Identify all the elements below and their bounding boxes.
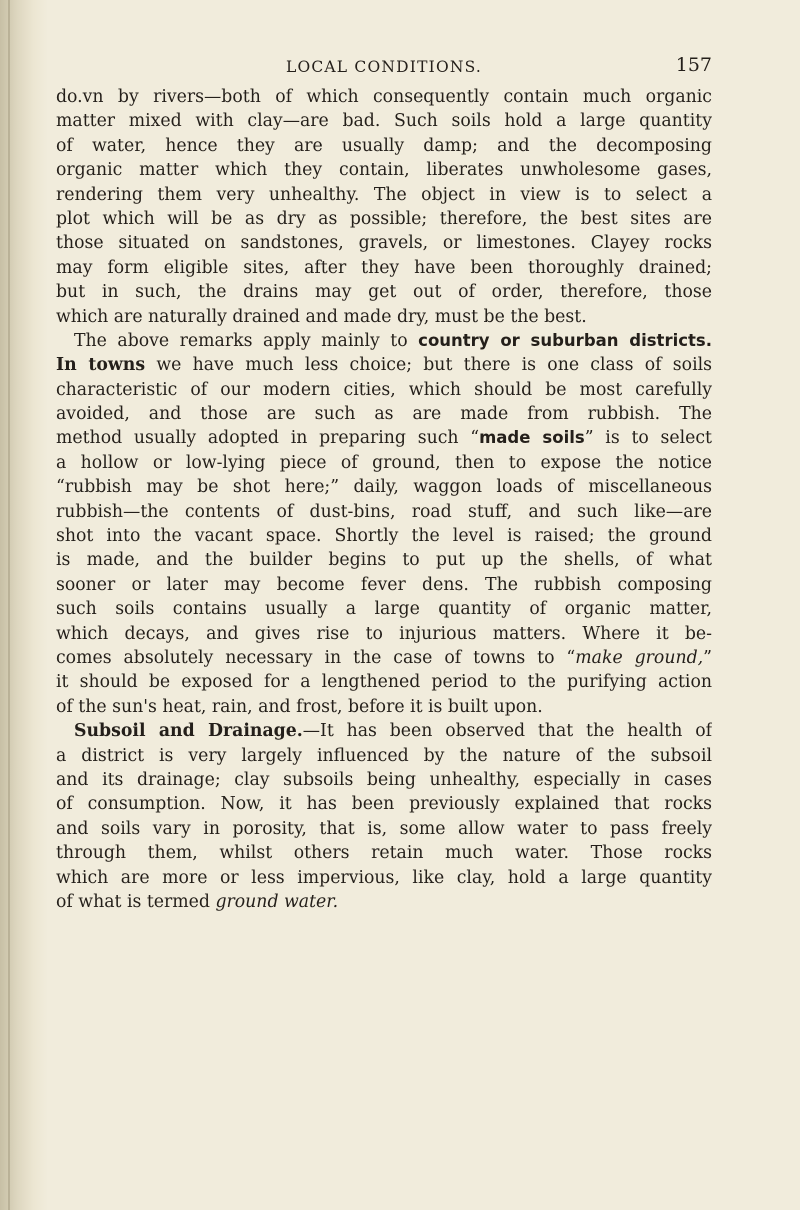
body-text xyxy=(56,85,712,914)
text-line: and its drainage; clay subsoils being unhealthy, especially in cases xyxy=(56,769,712,790)
text-line: Subsoil and Drainage.—It has been observed that the health of xyxy=(74,721,712,742)
text-line: In towns we have much less choice; but there is one class of soils xyxy=(56,355,712,376)
text-line: shot into the vacant space. Shortly the level is raised; the ground xyxy=(56,526,712,547)
running-head: LOCAL CONDITIONS. xyxy=(285,58,483,76)
section-heading-subsoil-drainage: Subsoil and Drainage. xyxy=(74,721,303,742)
text-line: is made, and the builder begins to put up the shells, of what xyxy=(56,550,712,571)
text-line: such soils contains usually a large quantity of organic matter, xyxy=(56,599,712,620)
text-line: a hollow or low-lying piece of ground, then to expose the notice xyxy=(56,452,712,473)
text-line: sooner or later may become fever dens. The rubbish composing xyxy=(56,574,712,595)
text-line: rendering them very unhealthy. The object in view is to select a xyxy=(56,184,712,205)
binding-line xyxy=(8,0,10,1210)
text-line: which decays, and gives rise to injurious matters. Where it be- xyxy=(56,623,712,644)
text-line: characteristic of our modern cities, which should be most carefully xyxy=(56,379,712,400)
page-number: 157 xyxy=(675,54,712,76)
text-line: plot which will be as dry as possible; therefore, the best sites are xyxy=(56,208,712,229)
text-line: of what is termed ground water. xyxy=(56,891,339,912)
text-line: avoided, and those are such as are made from rubbish. The xyxy=(56,404,712,425)
text-line: of consumption. Now, it has been previously explained that rocks xyxy=(56,794,712,815)
text-line: do.vn by rivers—both of which consequently contain much organic xyxy=(56,87,712,107)
text-line: method usually adopted in preparing such “made soils” is to select xyxy=(56,428,712,449)
emphasis-make-ground: make ground, xyxy=(575,647,704,668)
text-line: of water, hence they are usually damp; and the decomposing xyxy=(56,135,712,156)
text-line: it should be exposed for a lengthened period to the purifying action xyxy=(56,672,712,693)
text-line: of the sun's heat, rain, and frost, before it is built upon. xyxy=(56,696,543,717)
text-line: and soils vary in porosity, that is, some allow water to pass freely xyxy=(56,818,712,839)
text-line: which are more or less impervious, like clay, hold a large quantity xyxy=(56,867,712,888)
text-line: rubbish—the contents of dust-bins, road stuff, and such like—are xyxy=(56,501,712,522)
page-header xyxy=(56,54,712,80)
emphasis-made-soils: made soils xyxy=(479,428,585,448)
text-line: may form eligible sites, after they have been thoroughly drained; xyxy=(56,257,712,278)
emphasis-country-suburban: country or suburban districts. xyxy=(418,330,712,350)
text-line: organic matter which they contain, liberates unwholesome gases, xyxy=(56,160,712,181)
text-line: which are naturally drained and made dry, must be the best. xyxy=(56,306,587,327)
text-line: those situated on sandstones, gravels, or limestones. Clayey rocks xyxy=(56,233,712,254)
emphasis-ground-water: ground water. xyxy=(215,891,339,912)
text-line: comes absolutely necessary in the case of towns to “make ground,” xyxy=(56,647,712,668)
text-line: matter mixed with clay—are bad. Such soils hold a large quantity xyxy=(56,111,712,132)
emphasis-in-towns: In towns xyxy=(56,355,146,376)
text-line: but in such, the drains may get out of order, therefore, those xyxy=(56,282,712,303)
text-line: The above remarks apply mainly to country or suburban districts. xyxy=(74,330,712,351)
text-line: “rubbish may be shot here;” daily, waggon loads of miscellaneous xyxy=(56,477,712,498)
text-line: a district is very largely influenced by the nature of the subsoil xyxy=(56,745,712,766)
text-line: through them, whilst others retain much water. Those rocks xyxy=(56,843,712,864)
